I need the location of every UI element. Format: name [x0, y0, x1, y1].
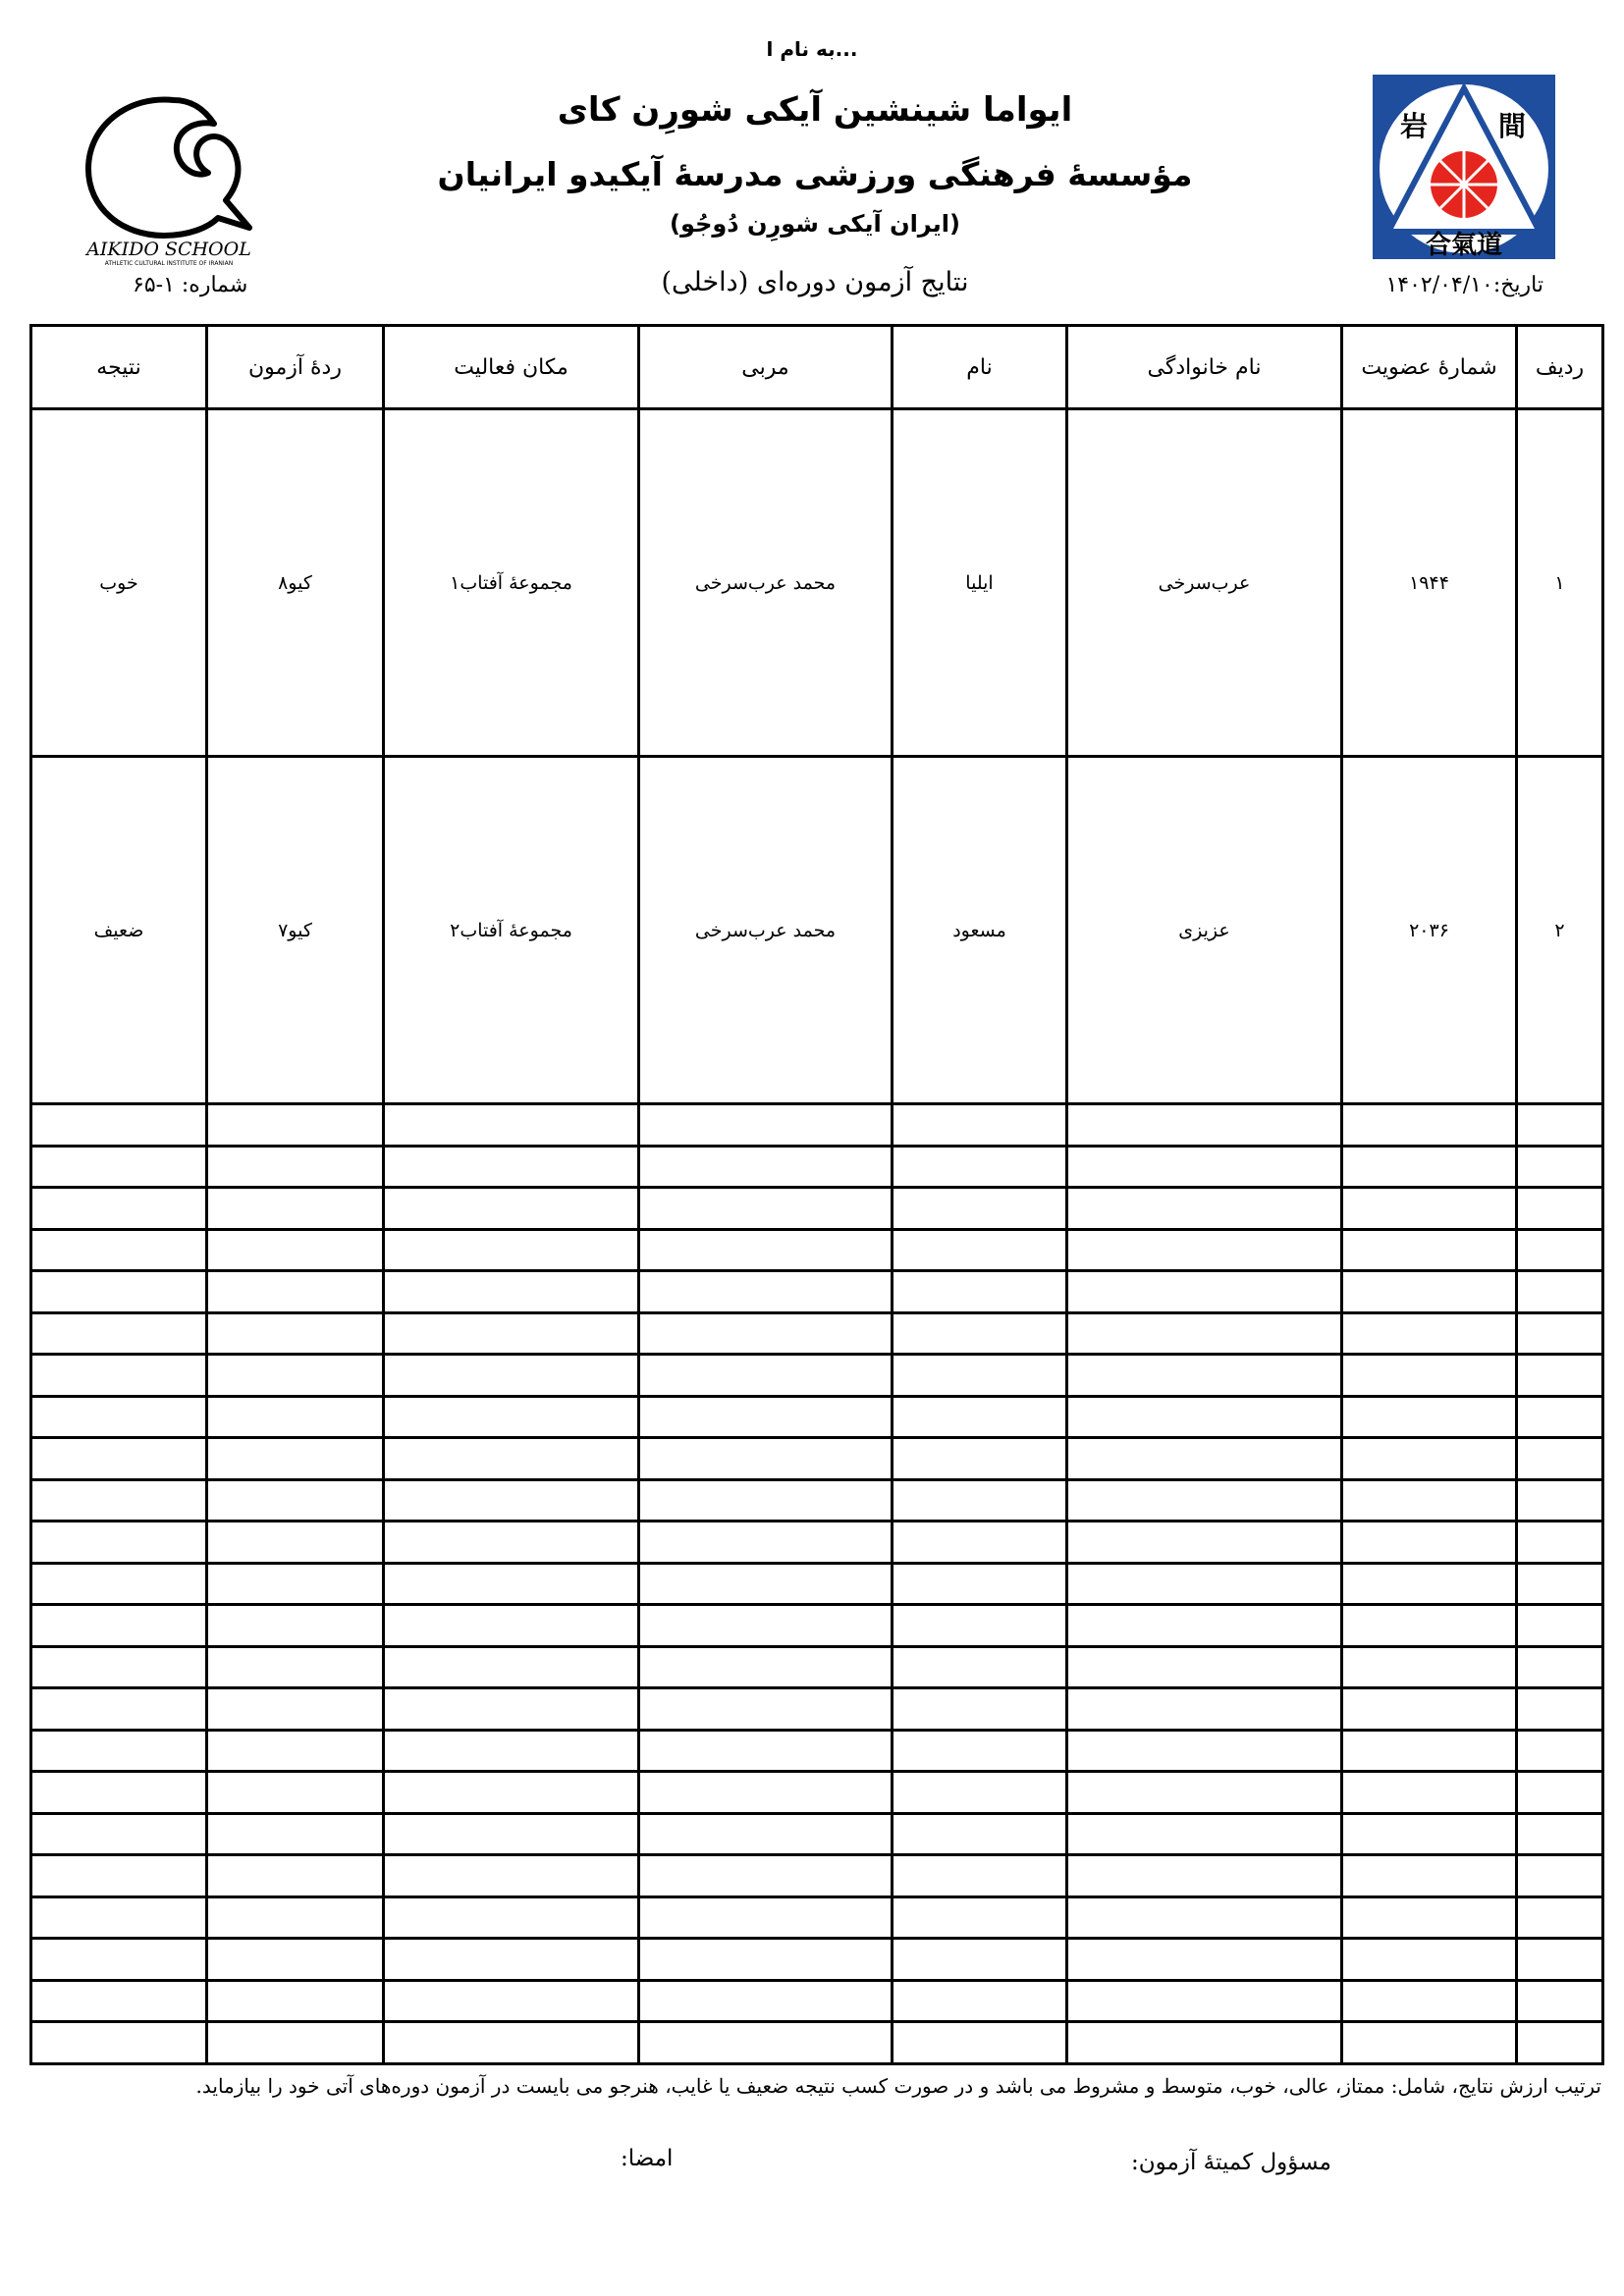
- empty-cell: [1342, 1312, 1517, 1355]
- empty-cell: [1067, 1355, 1342, 1397]
- bismillah: به نام ا...: [766, 37, 858, 61]
- empty-cell: [1067, 1772, 1342, 1814]
- empty-table-row: [31, 1396, 1603, 1438]
- empty-table-row: [31, 1772, 1603, 1814]
- empty-table-row: [31, 1980, 1603, 2022]
- empty-cell: [893, 1188, 1067, 1230]
- empty-cell: [1342, 1355, 1517, 1397]
- empty-cell: [384, 1772, 639, 1814]
- empty-cell: [1067, 1563, 1342, 1605]
- empty-cell: [384, 1896, 639, 1939]
- empty-cell: [893, 1522, 1067, 1564]
- empty-table-row: [31, 1522, 1603, 1564]
- empty-cell: [639, 1312, 893, 1355]
- empty-cell: [1342, 1146, 1517, 1188]
- empty-cell: [893, 1772, 1067, 1814]
- empty-cell: [1342, 1563, 1517, 1605]
- empty-cell: [1067, 1396, 1342, 1438]
- empty-cell: [207, 1688, 384, 1731]
- empty-cell: [893, 1896, 1067, 1939]
- empty-table-row: [31, 1104, 1603, 1147]
- empty-cell: [1067, 1813, 1342, 1855]
- empty-cell: [893, 1855, 1067, 1897]
- empty-cell: [1342, 1479, 1517, 1522]
- header-result: نتیجه: [31, 326, 207, 409]
- empty-cell: [1517, 1605, 1603, 1647]
- empty-cell: [1517, 1813, 1603, 1855]
- empty-cell: [1342, 1688, 1517, 1731]
- empty-table-row: [31, 1438, 1603, 1480]
- empty-cell: [893, 1646, 1067, 1688]
- empty-table-row: [31, 1605, 1603, 1647]
- empty-cell: [31, 2022, 207, 2064]
- empty-cell: [31, 1312, 207, 1355]
- empty-cell: [1067, 1855, 1342, 1897]
- empty-cell: [893, 1438, 1067, 1480]
- empty-cell: [893, 2022, 1067, 2064]
- emblem-char-ma: 間: [1498, 110, 1527, 142]
- empty-cell: [384, 1396, 639, 1438]
- empty-cell: [1517, 1355, 1603, 1397]
- empty-cell: [207, 1271, 384, 1313]
- empty-cell: [639, 1939, 893, 1981]
- empty-cell: [384, 1730, 639, 1772]
- empty-table-row: [31, 1188, 1603, 1230]
- empty-cell: [1517, 1980, 1603, 2022]
- empty-cell: [384, 1146, 639, 1188]
- empty-cell: [1517, 1438, 1603, 1480]
- empty-cell: [1067, 1438, 1342, 1480]
- empty-cell: [31, 1646, 207, 1688]
- header-membership-number: شمارۀ عضویت: [1342, 326, 1517, 409]
- logo-school-text: AIKIDO SCHOOL: [86, 239, 251, 260]
- empty-cell: [31, 1229, 207, 1271]
- empty-table-row: [31, 1229, 1603, 1271]
- empty-cell: [1342, 1438, 1517, 1480]
- empty-cell: [207, 1188, 384, 1230]
- empty-cell: [207, 1438, 384, 1480]
- empty-cell: [1067, 1146, 1342, 1188]
- institute-title-line3: (ایران آیکی شورِن دُوجُو): [670, 210, 960, 238]
- cell-row-number: ۱: [1517, 409, 1603, 757]
- cell-location: مجموعۀ آفتاب۱: [384, 409, 639, 757]
- header-exam-rank: ردۀ آزمون: [207, 326, 384, 409]
- empty-cell: [639, 1355, 893, 1397]
- empty-cell: [893, 1730, 1067, 1772]
- empty-cell: [1067, 1688, 1342, 1731]
- empty-cell: [639, 1271, 893, 1313]
- empty-cell: [1342, 1646, 1517, 1688]
- empty-cell: [384, 1271, 639, 1313]
- empty-table-row: [31, 1688, 1603, 1731]
- empty-cell: [207, 1605, 384, 1647]
- empty-table-row: [31, 2022, 1603, 2064]
- empty-cell: [1517, 1688, 1603, 1731]
- empty-cell: [207, 1939, 384, 1981]
- empty-cell: [31, 1772, 207, 1814]
- empty-cell: [1517, 1563, 1603, 1605]
- empty-cell: [207, 1730, 384, 1772]
- empty-cell: [1067, 1312, 1342, 1355]
- empty-cell: [1517, 1896, 1603, 1939]
- empty-cell: [207, 1563, 384, 1605]
- empty-table-row: [31, 1271, 1603, 1313]
- empty-cell: [1067, 1980, 1342, 2022]
- empty-cell: [639, 1188, 893, 1230]
- empty-cell: [31, 1688, 207, 1731]
- empty-cell: [384, 1104, 639, 1147]
- committee-label: مسؤول کمیتۀ آزمون:: [1131, 2150, 1331, 2175]
- empty-cell: [639, 1896, 893, 1939]
- empty-cell: [31, 1939, 207, 1981]
- empty-cell: [1342, 1896, 1517, 1939]
- empty-table-row: [31, 1146, 1603, 1188]
- empty-cell: [1517, 1730, 1603, 1772]
- empty-cell: [384, 1438, 639, 1480]
- table-row: [31, 757, 1603, 1104]
- empty-cell: [384, 1312, 639, 1355]
- empty-cell: [1067, 1896, 1342, 1939]
- empty-cell: [893, 1813, 1067, 1855]
- empty-cell: [31, 1730, 207, 1772]
- empty-cell: [1067, 1229, 1342, 1271]
- empty-cell: [384, 1355, 639, 1397]
- empty-cell: [1517, 1396, 1603, 1438]
- cell-membership-number: ۱۹۴۴: [1342, 409, 1517, 757]
- empty-cell: [639, 1522, 893, 1564]
- cell-coach: محمد عرب‌سرخی: [639, 409, 893, 757]
- cell-coach: محمد عرب‌سرخی: [639, 757, 893, 1104]
- empty-cell: [384, 1522, 639, 1564]
- empty-table-row: [31, 1563, 1603, 1605]
- emblem-char-aikido: 合氣道: [1425, 231, 1503, 259]
- document-subtitle: نتایج آزمون دوره‌ای (داخلی): [661, 267, 969, 297]
- empty-cell: [639, 1104, 893, 1147]
- empty-cell: [1067, 2022, 1342, 2064]
- empty-cell: [893, 1605, 1067, 1647]
- empty-cell: [1517, 1855, 1603, 1897]
- empty-cell: [1067, 1730, 1342, 1772]
- header-row-number: ردیف: [1517, 326, 1603, 409]
- empty-cell: [1342, 1188, 1517, 1230]
- empty-cell: [639, 1229, 893, 1271]
- empty-cell: [1342, 1939, 1517, 1981]
- aikido-school-logo: [71, 71, 267, 267]
- cell-family-name: عزیزی: [1067, 757, 1342, 1104]
- signature-label: امضا:: [621, 2146, 674, 2171]
- empty-cell: [31, 1896, 207, 1939]
- empty-cell: [31, 1813, 207, 1855]
- empty-cell: [639, 1479, 893, 1522]
- empty-cell: [207, 1312, 384, 1355]
- empty-cell: [1067, 1522, 1342, 1564]
- empty-cell: [384, 1855, 639, 1897]
- empty-cell: [31, 1188, 207, 1230]
- empty-table-row: [31, 1312, 1603, 1355]
- empty-cell: [31, 1980, 207, 2022]
- header-first-name: نام: [893, 326, 1067, 409]
- empty-cell: [1342, 1980, 1517, 2022]
- empty-cell: [1517, 1646, 1603, 1688]
- empty-cell: [639, 2022, 893, 2064]
- header-family-name: نام خانوادگی: [1067, 326, 1342, 409]
- empty-cell: [893, 1271, 1067, 1313]
- empty-cell: [1517, 1479, 1603, 1522]
- empty-table-row: [31, 1939, 1603, 1981]
- empty-cell: [31, 1396, 207, 1438]
- empty-cell: [207, 1355, 384, 1397]
- institute-title-line1: ایواما شینشین آیکی شورِن کای: [557, 90, 1073, 130]
- cell-exam-rank: کیو۸: [207, 409, 384, 757]
- header-location: مکان فعالیت: [384, 326, 639, 409]
- empty-cell: [384, 1563, 639, 1605]
- empty-cell: [639, 1980, 893, 2022]
- empty-cell: [207, 1396, 384, 1438]
- empty-cell: [1342, 1605, 1517, 1647]
- empty-cell: [207, 1146, 384, 1188]
- empty-cell: [639, 1688, 893, 1731]
- institute-title-line2: مؤسسۀ فرهنگی ورزشی مدرسۀ آیکیدو ایرانیان: [437, 155, 1193, 193]
- empty-cell: [384, 1646, 639, 1688]
- empty-cell: [1342, 1271, 1517, 1313]
- empty-cell: [207, 1646, 384, 1688]
- empty-table-row: [31, 1855, 1603, 1897]
- empty-cell: [639, 1813, 893, 1855]
- empty-cell: [893, 1146, 1067, 1188]
- empty-cell: [207, 1104, 384, 1147]
- empty-table-row: [31, 1730, 1603, 1772]
- empty-cell: [893, 1980, 1067, 2022]
- empty-cell: [1342, 1396, 1517, 1438]
- empty-cell: [31, 1438, 207, 1480]
- empty-cell: [639, 1146, 893, 1188]
- iwama-emblem-logo: [1373, 75, 1555, 259]
- emblem-char-iwa: 岩: [1400, 110, 1429, 142]
- cell-family-name: عرب‌سرخی: [1067, 409, 1342, 757]
- table-header-row: [31, 326, 1603, 409]
- table-row: [31, 409, 1603, 757]
- empty-cell: [384, 1229, 639, 1271]
- empty-cell: [639, 1730, 893, 1772]
- empty-cell: [1517, 1229, 1603, 1271]
- empty-cell: [1067, 1271, 1342, 1313]
- empty-cell: [639, 1605, 893, 1647]
- empty-cell: [1342, 1813, 1517, 1855]
- cell-first-name: ایلیا: [893, 409, 1067, 757]
- logo-school-subtext: ATHLETIC CULTURAL INSTITUTE OF IRANIAN: [104, 260, 234, 267]
- empty-table-row: [31, 1479, 1603, 1522]
- empty-cell: [31, 1479, 207, 1522]
- empty-cell: [893, 1688, 1067, 1731]
- empty-cell: [384, 1688, 639, 1731]
- empty-cell: [31, 1271, 207, 1313]
- empty-cell: [1342, 1522, 1517, 1564]
- empty-cell: [384, 1813, 639, 1855]
- cell-row-number: ۲: [1517, 757, 1603, 1104]
- empty-cell: [1067, 1188, 1342, 1230]
- empty-cell: [207, 1896, 384, 1939]
- results-table: [29, 324, 1604, 2065]
- empty-cell: [639, 1396, 893, 1438]
- empty-cell: [1067, 1646, 1342, 1688]
- empty-cell: [384, 1939, 639, 1981]
- empty-table-row: [31, 1896, 1603, 1939]
- empty-cell: [207, 1813, 384, 1855]
- empty-cell: [384, 1188, 639, 1230]
- empty-cell: [1342, 1855, 1517, 1897]
- empty-cell: [639, 1772, 893, 1814]
- empty-cell: [1067, 1104, 1342, 1147]
- empty-cell: [31, 1605, 207, 1647]
- empty-cell: [893, 1396, 1067, 1438]
- empty-cell: [639, 1855, 893, 1897]
- empty-table-row: [31, 1355, 1603, 1397]
- empty-cell: [31, 1146, 207, 1188]
- empty-cell: [31, 1855, 207, 1897]
- results-ranking-note: ترتیب ارزش نتایج، شامل: ممتاز، عالی، خوب، متوسط و مشروط می باشد و در صورت کسب نتیجه ضعیف یا غایب، هنرجو می بایست در آزمون دوره‌های آتی خود را بیازماید.: [195, 2074, 1601, 2098]
- empty-cell: [893, 1563, 1067, 1605]
- cell-exam-rank: کیو۷: [207, 757, 384, 1104]
- empty-cell: [1342, 2022, 1517, 2064]
- empty-cell: [1517, 1188, 1603, 1230]
- empty-cell: [207, 1855, 384, 1897]
- empty-cell: [1517, 2022, 1603, 2064]
- empty-cell: [893, 1939, 1067, 1981]
- empty-cell: [1517, 1312, 1603, 1355]
- cell-membership-number: ۲۰۳۶: [1342, 757, 1517, 1104]
- empty-cell: [384, 1605, 639, 1647]
- empty-cell: [1342, 1104, 1517, 1147]
- cell-result: خوب: [31, 409, 207, 757]
- document-number: شماره: ۱-۶۵: [133, 273, 248, 297]
- empty-cell: [893, 1355, 1067, 1397]
- empty-table-row: [31, 1646, 1603, 1688]
- empty-cell: [639, 1438, 893, 1480]
- empty-cell: [207, 1229, 384, 1271]
- empty-cell: [1517, 1104, 1603, 1147]
- empty-cell: [1342, 1229, 1517, 1271]
- cell-result: ضعیف: [31, 757, 207, 1104]
- empty-cell: [1517, 1146, 1603, 1188]
- empty-cell: [384, 2022, 639, 2064]
- empty-cell: [1067, 1479, 1342, 1522]
- empty-cell: [1517, 1522, 1603, 1564]
- empty-cell: [207, 1772, 384, 1814]
- empty-cell: [639, 1646, 893, 1688]
- empty-cell: [31, 1522, 207, 1564]
- empty-cell: [893, 1229, 1067, 1271]
- empty-cell: [207, 1522, 384, 1564]
- cell-location: مجموعۀ آفتاب۲: [384, 757, 639, 1104]
- empty-cell: [1342, 1772, 1517, 1814]
- empty-cell: [1067, 1605, 1342, 1647]
- empty-cell: [1067, 1939, 1342, 1981]
- empty-cell: [31, 1355, 207, 1397]
- empty-cell: [893, 1312, 1067, 1355]
- empty-cell: [207, 1479, 384, 1522]
- header-coach: مربی: [639, 326, 893, 409]
- empty-table-row: [31, 1813, 1603, 1855]
- empty-cell: [639, 1563, 893, 1605]
- empty-cell: [893, 1104, 1067, 1147]
- empty-cell: [207, 2022, 384, 2064]
- empty-cell: [1517, 1772, 1603, 1814]
- empty-cell: [207, 1980, 384, 2022]
- empty-cell: [893, 1479, 1067, 1522]
- empty-cell: [384, 1980, 639, 2022]
- empty-cell: [384, 1479, 639, 1522]
- cell-first-name: مسعود: [893, 757, 1067, 1104]
- empty-cell: [31, 1104, 207, 1147]
- document-date: تاریخ:۱۴۰۲/۰۴/۱۰: [1385, 273, 1543, 297]
- empty-cell: [1342, 1730, 1517, 1772]
- empty-cell: [1517, 1271, 1603, 1313]
- empty-cell: [31, 1563, 207, 1605]
- empty-cell: [1517, 1939, 1603, 1981]
